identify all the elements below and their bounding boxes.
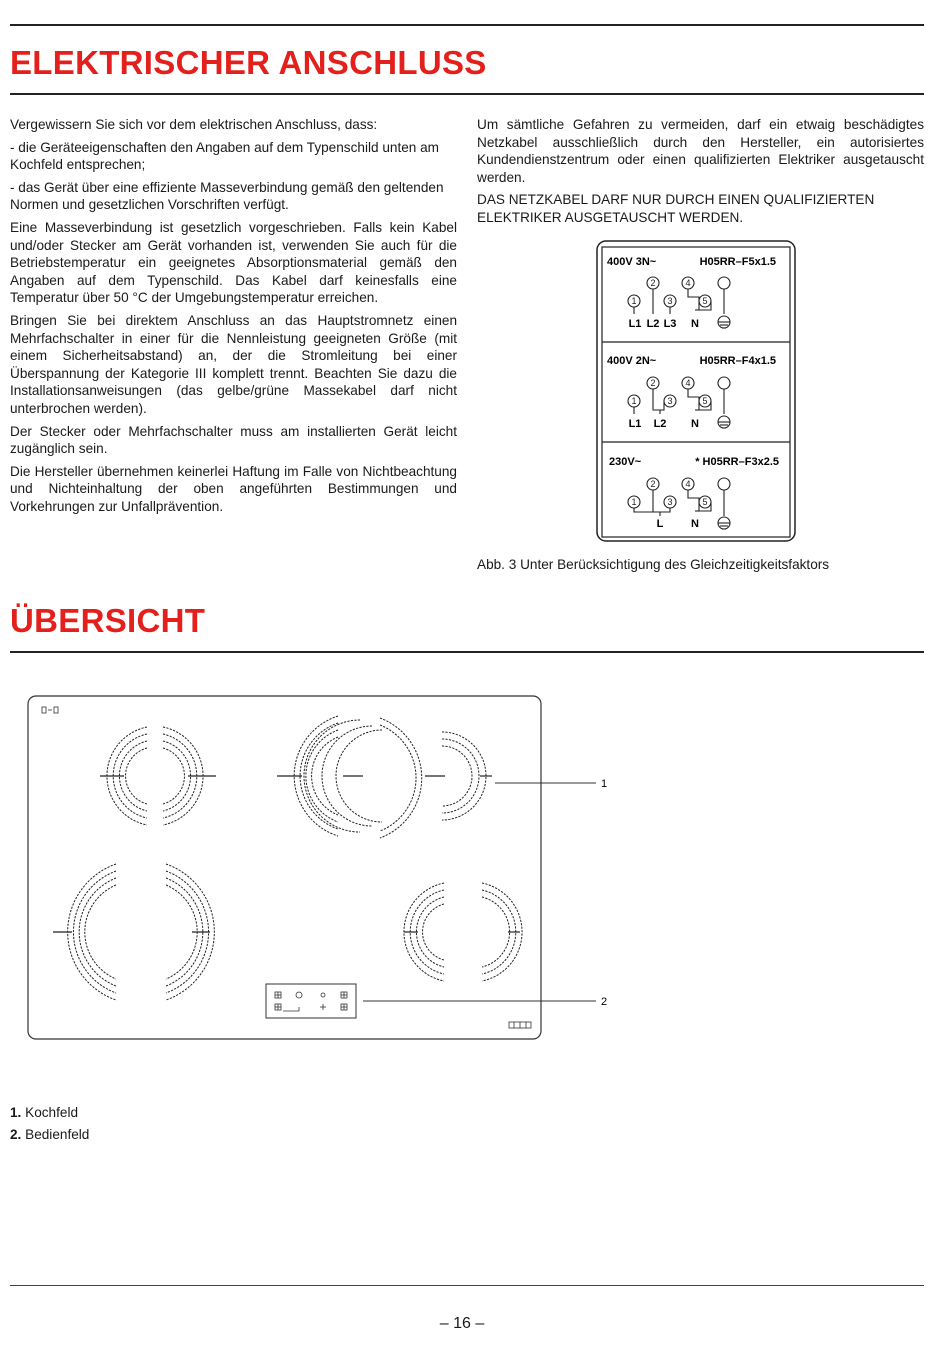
title-underline [10, 93, 924, 95]
panel1-label: L2 [646, 318, 660, 330]
paragraph: Um sämtliche Gefahren zu vermeiden, darf ein etwaig beschädigtes Netzkabel ausschließlich durch den Hersteller, ein autorisiertes Kundendienstzentrum oder einen qualifizierten Elektriker ausgetauscht werden. [477, 117, 924, 185]
panel3-cable: * H05RR–F3x2.5 [695, 456, 779, 468]
cooktop-drawing [20, 690, 620, 1050]
terminal-label: 3 [667, 497, 673, 507]
terminal-label: 3 [667, 396, 673, 406]
legend [10, 1102, 89, 1146]
terminal-label: 1 [631, 396, 637, 406]
terminal-label: 3 [667, 296, 673, 306]
paragraph: - das Gerät über eine effiziente Masseverbindung gemäß den geltenden Normen und gesetzlichen Vorschriften verfügt. [10, 179, 444, 213]
section-title-overview: ÜBERSICHT [10, 602, 206, 639]
panel2-label: L2 [653, 418, 667, 430]
paragraph: Die Hersteller übernehmen keinerlei Haftung im Falle von Nichtbeachtung und Nichteinhaltung der oben angeführten Bestimmungen und Vorkehrungen zur Unfallprävention. [10, 463, 457, 514]
figure-caption: Abb. 3 Unter Berücksichtigung des Gleichzeitigkeitsfaktors [477, 557, 830, 572]
panel3-label: N [691, 518, 699, 530]
panel1-label: L1 [628, 318, 642, 330]
panel1-voltage: 400V 3N~ [607, 256, 657, 268]
footer-rule [10, 1285, 924, 1286]
paragraph: DAS NETZKABEL DARF NUR DURCH EINEN QUALIFIZIERTEN ELEKTRIKER AUSGETAUSCHT WERDEN. [477, 192, 875, 225]
page-number: – 16 – [439, 1315, 485, 1332]
wiring-diagram [596, 240, 796, 542]
panel2-voltage: 400V 2N~ [607, 355, 657, 367]
terminal-label: 1 [631, 296, 637, 306]
panel3-label: L [656, 518, 664, 530]
terminal-label: 5 [702, 497, 708, 507]
left-text-column [10, 116, 457, 520]
control-panel [266, 984, 356, 1018]
paragraph: Der Stecker oder Mehrfachschalter muss am installierten Gerät leicht zugänglich sein. [10, 423, 457, 457]
callout-number-2: 2 [601, 996, 608, 1008]
terminal-label: 2 [650, 278, 656, 288]
panel1-label: N [691, 318, 699, 330]
paragraph: Bringen Sie bei direktem Anschluss an das Hauptstromnetz einen Mehrfachschalter in einer für die Nennleistung geeigneten Größe (mit einem Sicherheitsabstand) an, der die Stromleitung bei einer Überspannung der Kategorie III komplett trennt. Beachten Sie dazu die Installationsanweisungen (das gelbe/grüne Massekabel darf nicht unterbrochen werden). [10, 312, 457, 416]
panel2-cable: H05RR–F4x1.5 [699, 355, 776, 367]
terminal-label: 2 [650, 378, 656, 388]
terminal-label: 4 [685, 479, 691, 489]
top-rule [10, 24, 924, 26]
terminal-label: 2 [650, 479, 656, 489]
legend-item: 1. Kochfeld [10, 1105, 79, 1120]
callout-number-1: 1 [601, 778, 608, 790]
panel2-label: N [691, 418, 699, 430]
panel2-label: L1 [628, 418, 642, 430]
terminal-label: 1 [631, 497, 637, 507]
paragraph: Eine Masseverbindung ist gesetzlich vorgeschrieben. Falls kein Kabel und/oder Stecker am Gerät vorhanden ist, verwenden Sie auch für die Betriebstemperatur ein geeignetes Absorptionsmaterial gemäß den Angaben auf dem Typenschild. Das Kabel darf keinesfalls eine Temperatur über 50 °C der Umgebungstemperatur erreichen. [10, 219, 457, 306]
paragraph: - die Geräteeigenschaften den Angaben auf dem Typenschild unten am Kochfeld entsprechen; [10, 139, 440, 173]
legend-item: 2. Bedienfeld [10, 1127, 90, 1142]
terminal-label: 5 [702, 396, 708, 406]
panel1-label: L3 [663, 318, 677, 330]
section-title-electrical: ELEKTRISCHER ANSCHLUSS [10, 44, 487, 81]
terminal-label: 5 [702, 296, 708, 306]
paragraph: Vergewissern Sie sich vor dem elektrischen Anschluss, dass: [10, 117, 378, 132]
terminal-label: 4 [685, 278, 691, 288]
title-underline [10, 651, 924, 653]
terminal-label: 4 [685, 378, 691, 388]
right-text-column [477, 116, 924, 232]
panel1-cable: H05RR–F5x1.5 [699, 256, 776, 268]
panel3-voltage: 230V~ [609, 456, 642, 468]
